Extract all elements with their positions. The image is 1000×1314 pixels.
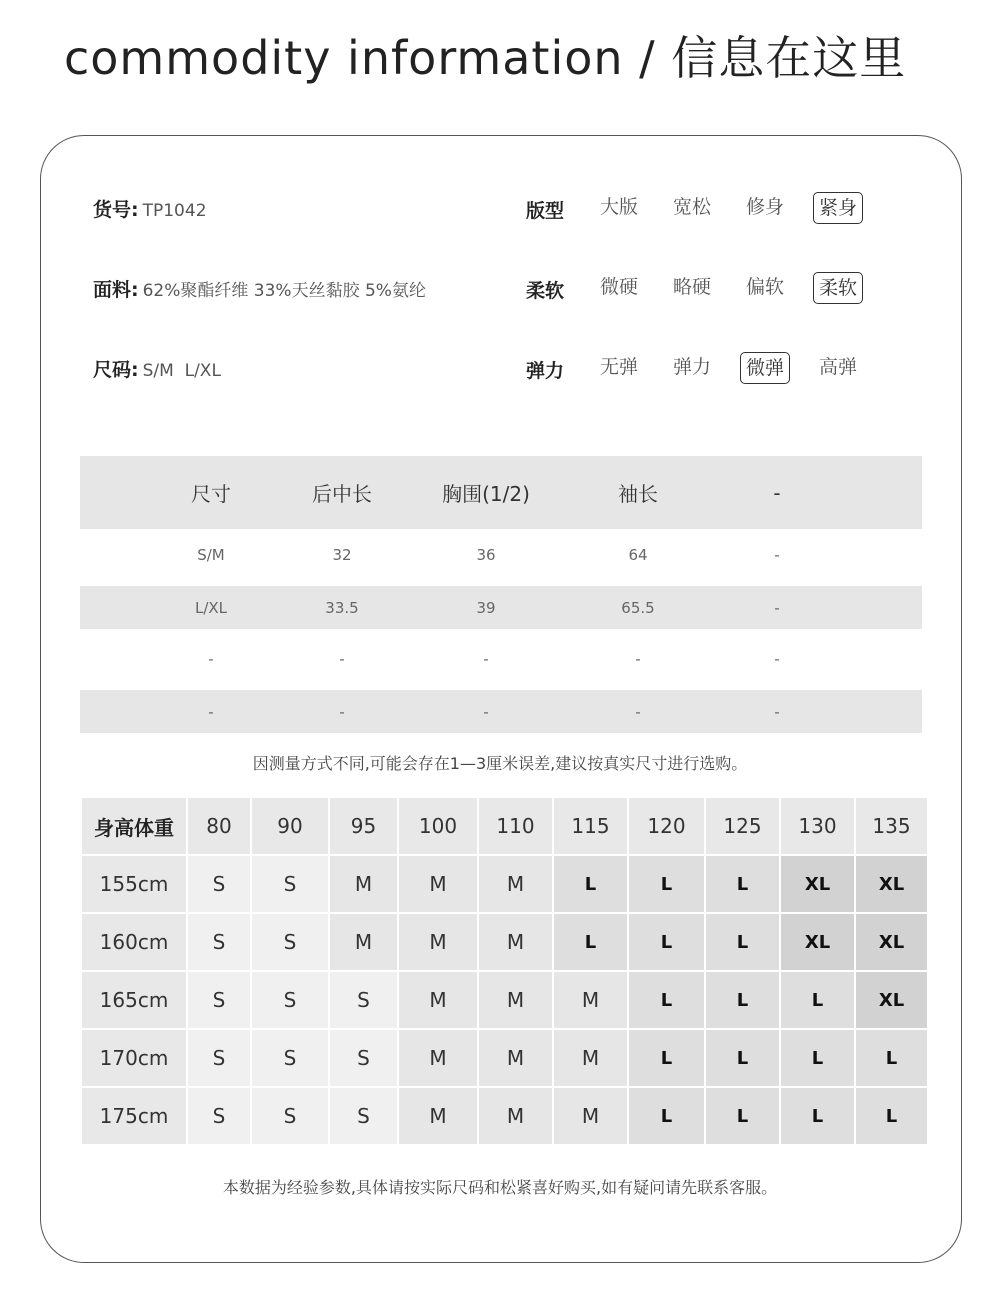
size-cell: L [781,1088,854,1144]
spec-cell: 39 [476,598,496,617]
item-number [93,195,207,222]
height-cell: 170cm [82,1030,186,1086]
spec-cell: - [635,650,641,668]
spec-header-cell: 后中长 [312,482,372,506]
size-cell: S [252,972,328,1028]
spec-row [80,690,922,733]
size-cell: M [399,1030,477,1086]
spec-cell: - [774,546,780,564]
size-cell: M [479,856,552,912]
page-title: commodity information / 信息在这里 [64,31,907,85]
height-cell: 155cm [82,856,186,912]
size-cell: M [479,1088,552,1144]
spec-row [80,529,922,581]
attribute-option-selected: 微弹 [740,352,790,384]
size-cell: L [706,914,779,970]
size-cell: L [781,972,854,1028]
size-chart-header [82,798,927,854]
attribute-label: 柔软 [526,280,565,302]
height-cell: 175cm [82,1088,186,1144]
attribute-row [526,272,866,304]
weight-header-cell: 130 [781,798,854,854]
spec-cell: - [774,702,780,721]
spec-cell: L/XL [194,598,228,617]
spec-cell: 32 [332,546,352,564]
size-cell: L [781,1030,854,1086]
attribute-option: 无弹 [599,356,638,378]
size-chart-row [82,972,927,1028]
size-cell: L [706,1030,779,1086]
size-info [93,355,221,382]
size-cell: S [188,856,250,912]
size-cell: S [188,1030,250,1086]
size-cell: XL [781,914,854,970]
size-cell: M [554,1030,627,1086]
size-cell: L [706,1088,779,1144]
size-chart-row [82,1088,927,1144]
size-cell: L [856,1030,927,1086]
spec-cell: S/M [197,546,225,564]
size-chart-corner: 身高体重 [82,798,186,854]
size-chart-row [82,856,927,912]
size-chart [80,796,929,1146]
size-cell: M [479,914,552,970]
size-cell: S [188,914,250,970]
weight-header-cell: 135 [856,798,927,854]
size-cell: S [188,972,250,1028]
attribute-option-selected: 柔软 [813,272,863,304]
attribute-option: 略硬 [672,276,711,298]
weight-header-cell: 110 [479,798,552,854]
spec-cell: - [774,650,780,668]
spec-cell: 65.5 [621,598,655,617]
spec-row [80,586,922,629]
spec-header-cell: 袖长 [618,482,658,506]
size-cell: XL [856,914,927,970]
size-cell: S [188,1088,250,1144]
weight-header-cell: 115 [554,798,627,854]
spec-header-cell: - [773,480,781,505]
attribute-option: 修身 [745,196,784,218]
size-cell: XL [781,856,854,912]
size-chart-row [82,1030,927,1086]
weight-header-cell: 90 [252,798,328,854]
attribute-label: 版型 [526,200,565,222]
size-cell: L [629,972,704,1028]
size-cell: M [479,1030,552,1086]
size-cell: S [252,1088,328,1144]
spec-cell: - [635,702,641,721]
weight-header-cell: 100 [399,798,477,854]
size-label: 尺码: [93,359,139,381]
size-cell: L [629,856,704,912]
attribute-option-selected: 紧身 [813,192,863,224]
attribute-option: 微硬 [599,276,638,298]
attribute-option: 高弹 [818,356,857,378]
fabric-info [93,275,426,302]
fabric-value: 62%聚酯纤维 33%天丝黏胶 5%氨纶 [142,281,426,301]
spec-cell: 64 [628,546,648,564]
size-cell: L [706,856,779,912]
item-number-value: TP1042 [142,201,207,221]
fabric-label: 面料: [93,279,139,301]
attribute-option: 大版 [599,196,638,218]
size-cell: S [252,1030,328,1086]
size-chart-row [82,914,927,970]
height-cell: 165cm [82,972,186,1028]
height-cell: 160cm [82,914,186,970]
size-cell: L [629,1030,704,1086]
size-cell: M [399,856,477,912]
weight-header-cell: 125 [706,798,779,854]
spec-table [80,456,922,733]
size-cell: M [399,1088,477,1144]
size-cell: S [252,856,328,912]
size-cell: M [399,914,477,970]
size-cell: L [856,1088,927,1144]
size-cell: M [330,856,397,912]
size-cell: S [252,914,328,970]
size-cell: M [399,972,477,1028]
size-cell: L [706,972,779,1028]
attribute-option: 宽松 [672,196,711,218]
attribute-label: 弹力 [526,360,565,382]
spec-cell: - [208,702,214,721]
spec-header-cell: 尺寸 [191,482,231,506]
spec-cell: - [774,598,780,617]
weight-header-cell: 95 [330,798,397,854]
size-cell: S [330,1088,397,1144]
size-cell: XL [856,972,927,1028]
footer-note: 本数据为经验参数,具体请按实际尺码和松紧喜好购买,如有疑问请先联系客服。 [222,1178,778,1197]
spec-cell: - [339,702,345,721]
size-cell: M [479,972,552,1028]
size-cell: M [330,914,397,970]
attribute-option: 弹力 [672,356,711,378]
spec-cell: - [339,650,345,668]
weight-header-cell: 80 [188,798,250,854]
measure-note: 因测量方式不同,可能会存在1—3厘米误差,建议按真实尺寸进行选购。 [252,754,748,773]
size-cell: M [554,972,627,1028]
attribute-row [526,192,866,224]
size-value: S/M L/XL [142,361,221,381]
size-cell: L [629,1088,704,1144]
spec-cell: - [208,650,214,668]
spec-cell: - [483,650,489,668]
size-cell: L [629,914,704,970]
attribute-option: 偏软 [745,276,784,298]
item-number-label: 货号: [93,199,139,221]
size-cell: L [554,856,627,912]
spec-cell: - [483,702,489,721]
size-cell: L [554,914,627,970]
size-cell: M [554,1088,627,1144]
size-cell: S [330,1030,397,1086]
attribute-row [526,352,866,384]
spec-table-header [80,456,922,529]
spec-cell: 33.5 [325,598,359,617]
spec-cell: 36 [476,546,496,564]
size-cell: S [330,972,397,1028]
size-cell: XL [856,856,927,912]
spec-header-cell: 胸围(1/2) [442,482,530,506]
spec-row [80,633,922,685]
weight-header-cell: 120 [629,798,704,854]
